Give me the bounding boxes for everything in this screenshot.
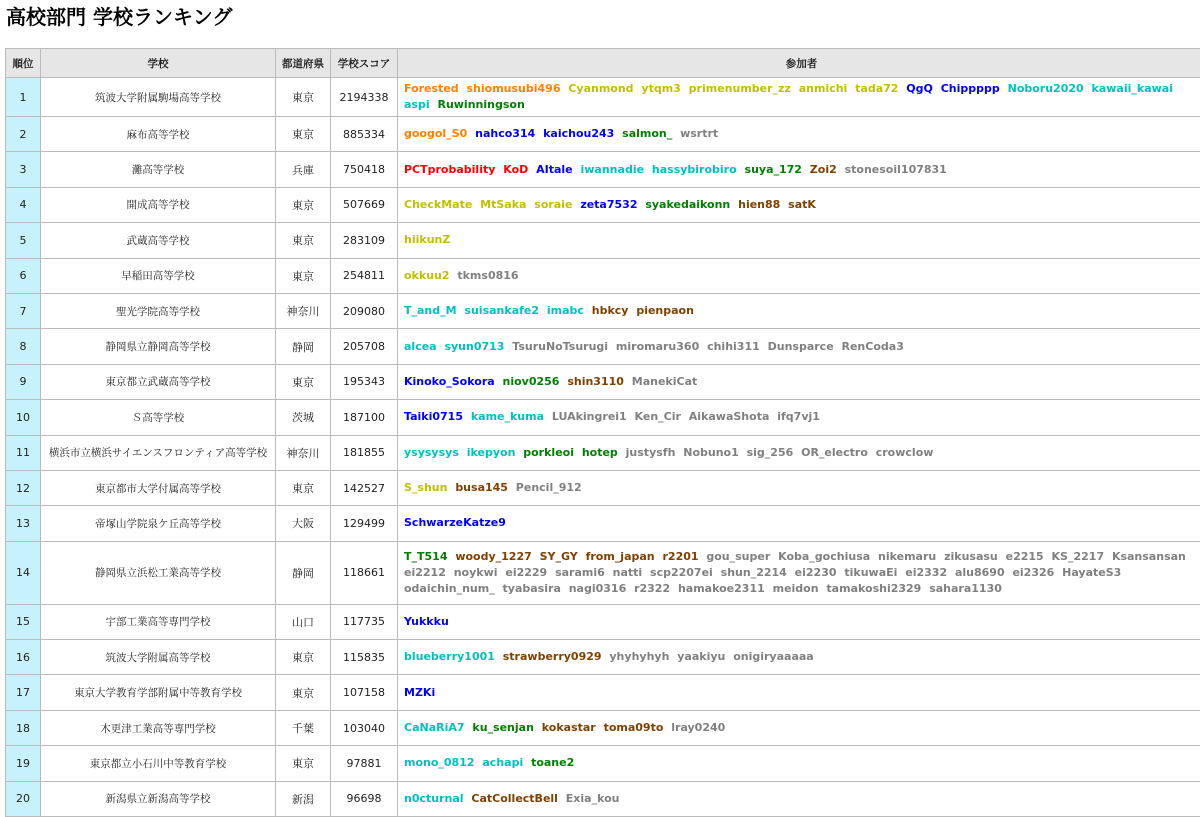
participant-link[interactable]: mono_0812 <box>404 756 475 769</box>
school-cell <box>41 258 276 293</box>
participants-cell <box>398 435 1200 470</box>
score-cell: 97881 <box>331 746 398 781</box>
participant-link[interactable]: kokastar <box>542 721 596 734</box>
school-name: 筑波大学附属高等学校 <box>106 652 211 664</box>
prefecture-cell: 東京 <box>276 640 331 675</box>
rank-cell: 19 <box>6 746 41 781</box>
participant-link[interactable]: imabc <box>547 304 584 317</box>
school-cell <box>41 187 276 222</box>
score-cell: 254811 <box>331 258 398 293</box>
participant-link[interactable]: r2201 <box>662 550 698 563</box>
participant-link[interactable]: niov0256 <box>503 375 560 388</box>
rank-cell: 14 <box>6 541 41 604</box>
school-cell <box>41 329 276 364</box>
prefecture-cell: 東京 <box>276 258 331 293</box>
rank-cell: 10 <box>6 400 41 435</box>
table-row <box>6 781 1200 816</box>
ranking-table <box>5 48 1200 817</box>
participant-link[interactable]: wsrtrt <box>680 127 718 140</box>
score-cell: 283109 <box>331 223 398 258</box>
table-row <box>6 329 1200 364</box>
participants-cell <box>398 152 1200 187</box>
school-name: 東京大学教育学部附属中等教育学校 <box>74 687 242 699</box>
participant-link[interactable]: tyabasira <box>503 582 561 595</box>
participant-link[interactable]: OR_electro <box>801 446 868 459</box>
school-cell <box>41 675 276 710</box>
participant-link[interactable]: scp2207ei <box>650 566 713 579</box>
participant-link[interactable]: kame_kuma <box>471 410 544 423</box>
table-row <box>6 675 1200 710</box>
school-name: 麻布高等学校 <box>127 129 190 141</box>
participant-link[interactable]: HayateS3 <box>1062 566 1121 579</box>
participants-cell <box>398 781 1200 816</box>
participant-link[interactable]: aspi <box>404 98 430 111</box>
school-cell <box>41 746 276 781</box>
prefecture-cell: 山口 <box>276 604 331 639</box>
participant-link[interactable]: Exia_kou <box>566 792 620 805</box>
participant-link[interactable]: meidon <box>773 582 819 595</box>
score-cell: 117735 <box>331 604 398 639</box>
prefecture-cell: 東京 <box>276 78 331 117</box>
prefecture-cell: 東京 <box>276 187 331 222</box>
participant-link[interactable]: T_T514 <box>404 550 447 563</box>
participant-link[interactable]: ManekiCat <box>632 375 698 388</box>
participants-cell <box>398 675 1200 710</box>
header-rank: 順位 <box>6 49 41 78</box>
school-name: 早稲田高等学校 <box>121 270 195 282</box>
rank-cell: 7 <box>6 293 41 328</box>
header-prefecture: 都道府県 <box>276 49 331 78</box>
participant-link[interactable]: nagi0316 <box>569 582 627 595</box>
participant-link[interactable]: toma09to <box>604 721 664 734</box>
rank-cell: 13 <box>6 506 41 541</box>
participant-link[interactable]: ysysysys <box>404 446 459 459</box>
rank-cell: 3 <box>6 152 41 187</box>
participant-link[interactable]: hamakoe2311 <box>678 582 765 595</box>
participant-link[interactable]: crowclow <box>876 446 934 459</box>
participants-cell <box>398 710 1200 745</box>
rank-cell: 9 <box>6 364 41 399</box>
score-cell: 2194338 <box>331 78 398 117</box>
rank-cell: 20 <box>6 781 41 816</box>
score-cell: 181855 <box>331 435 398 470</box>
participant-link[interactable]: ifq7vj1 <box>777 410 820 423</box>
score-cell: 750418 <box>331 152 398 187</box>
participant-link[interactable]: PCTprobability <box>404 163 495 176</box>
table-row <box>6 293 1200 328</box>
participant-link[interactable]: hien88 <box>738 198 780 211</box>
table-row <box>6 506 1200 541</box>
participant-link[interactable]: hotep <box>582 446 618 459</box>
school-cell <box>41 293 276 328</box>
participant-link[interactable]: SchwarzeKatze9 <box>404 516 506 529</box>
prefecture-cell: 東京 <box>276 746 331 781</box>
header-participants: 参加者 <box>398 49 1200 78</box>
participants-cell <box>398 223 1200 258</box>
participant-link[interactable]: ei2229 <box>505 566 547 579</box>
school-name: 木更津工業高等専門学校 <box>100 723 216 735</box>
school-cell <box>41 400 276 435</box>
school-cell <box>41 435 276 470</box>
score-cell: 205708 <box>331 329 398 364</box>
participant-link[interactable]: pienpaon <box>636 304 694 317</box>
participant-link[interactable]: kawaii_kawai <box>1092 82 1173 95</box>
participant-link[interactable]: tkms0816 <box>457 269 518 282</box>
rank-cell: 4 <box>6 187 41 222</box>
participant-link[interactable]: anmichi <box>799 82 848 95</box>
participant-link[interactable]: nikemaru <box>878 550 936 563</box>
participants-cell <box>398 604 1200 639</box>
table-header-row <box>6 49 1200 78</box>
participants-cell <box>398 329 1200 364</box>
participants-cell <box>398 506 1200 541</box>
participant-link[interactable]: r2322 <box>634 582 670 595</box>
participant-link[interactable]: MtSaka <box>480 198 526 211</box>
participant-link[interactable]: Ksansansan <box>1112 550 1186 563</box>
prefecture-cell: 静岡 <box>276 329 331 364</box>
table-row <box>6 746 1200 781</box>
rank-cell: 15 <box>6 604 41 639</box>
participant-link[interactable]: kaichou243 <box>543 127 614 140</box>
table-row <box>6 640 1200 675</box>
score-cell: 885334 <box>331 117 398 152</box>
participant-link[interactable]: ikepyon <box>467 446 516 459</box>
participant-link[interactable]: shin3110 <box>567 375 624 388</box>
participant-link[interactable]: Dunsparce <box>768 340 834 353</box>
participant-link[interactable]: KoD <box>503 163 528 176</box>
participant-link[interactable]: justysfh <box>626 446 676 459</box>
participant-link[interactable]: from_japan <box>586 550 655 563</box>
school-cell <box>41 117 276 152</box>
participant-link[interactable]: CatCollectBell <box>471 792 558 805</box>
prefecture-cell: 静岡 <box>276 541 331 604</box>
school-name: 宇部工業高等専門学校 <box>106 616 211 628</box>
score-cell: 107158 <box>331 675 398 710</box>
participants-cell <box>398 470 1200 505</box>
rank-cell: 11 <box>6 435 41 470</box>
participants-cell <box>398 400 1200 435</box>
rank-cell: 12 <box>6 470 41 505</box>
participant-link[interactable]: Cyanmond <box>568 82 633 95</box>
score-cell: 187100 <box>331 400 398 435</box>
table-row <box>6 541 1200 604</box>
participant-link[interactable]: zeta7532 <box>580 198 637 211</box>
participant-link[interactable]: tamakoshi2329 <box>826 582 921 595</box>
table-row <box>6 187 1200 222</box>
participant-link[interactable]: Ruwinningson <box>437 98 524 111</box>
ranking-table-body <box>6 78 1200 817</box>
participant-link[interactable]: achapi <box>482 756 523 769</box>
participant-link[interactable]: toane2 <box>531 756 574 769</box>
header-score: 学校スコア <box>331 49 398 78</box>
table-row <box>6 223 1200 258</box>
rank-cell: 17 <box>6 675 41 710</box>
participant-link[interactable]: Zoi2 <box>810 163 837 176</box>
participant-link[interactable]: suya_172 <box>745 163 802 176</box>
participant-link[interactable]: MZKi <box>404 686 435 699</box>
participant-link[interactable]: ei2326 <box>1012 566 1054 579</box>
participants-cell <box>398 541 1200 604</box>
participant-link[interactable]: yaakiyu <box>677 650 725 663</box>
participant-link[interactable]: sarami6 <box>555 566 605 579</box>
school-name: 新潟県立新潟高等学校 <box>106 793 211 805</box>
participants-cell <box>398 78 1200 117</box>
participant-link[interactable]: S_shun <box>404 481 447 494</box>
participant-link[interactable]: ei2332 <box>905 566 947 579</box>
participant-link[interactable]: ei2212 <box>404 566 446 579</box>
participant-link[interactable]: zikusasu <box>944 550 998 563</box>
school-name: 武蔵高等学校 <box>127 235 190 247</box>
participant-link[interactable]: QgQ <box>906 82 933 95</box>
participant-link[interactable]: porkleoi <box>523 446 574 459</box>
participant-link[interactable]: Koba_gochiusa <box>778 550 870 563</box>
participant-link[interactable]: syun0713 <box>444 340 504 353</box>
school-name: 静岡県立静岡高等学校 <box>106 341 211 353</box>
participant-link[interactable]: chihi311 <box>707 340 760 353</box>
score-cell: 209080 <box>331 293 398 328</box>
prefecture-cell: 東京 <box>276 675 331 710</box>
school-cell <box>41 710 276 745</box>
participant-link[interactable]: salmon_ <box>622 127 672 140</box>
participants-cell <box>398 746 1200 781</box>
participants-cell <box>398 117 1200 152</box>
participant-link[interactable]: AikawaShota <box>689 410 770 423</box>
school-cell <box>41 223 276 258</box>
school-cell <box>41 541 276 604</box>
participant-link[interactable]: e2215 <box>1006 550 1044 563</box>
school-name: 東京都立小石川中等教育学校 <box>90 758 227 770</box>
participant-link[interactable]: stonesoil107831 <box>845 163 947 176</box>
school-name: 灘高等学校 <box>132 164 185 176</box>
prefecture-cell: 東京 <box>276 470 331 505</box>
school-cell <box>41 364 276 399</box>
participant-link[interactable]: woody_1227 <box>455 550 531 563</box>
prefecture-cell: 千葉 <box>276 710 331 745</box>
rank-cell: 5 <box>6 223 41 258</box>
rank-cell: 16 <box>6 640 41 675</box>
prefecture-cell: 東京 <box>276 364 331 399</box>
rank-cell: 18 <box>6 710 41 745</box>
prefecture-cell: 大阪 <box>276 506 331 541</box>
participant-link[interactable]: hassybirobiro <box>652 163 737 176</box>
score-cell: 507669 <box>331 187 398 222</box>
participant-link[interactable]: alu8690 <box>955 566 1005 579</box>
participant-link[interactable]: shun_2214 <box>721 566 787 579</box>
participant-link[interactable]: miromaru360 <box>616 340 699 353</box>
table-row <box>6 470 1200 505</box>
participant-link[interactable]: CheckMate <box>404 198 472 211</box>
participant-link[interactable]: LUAkingrei1 <box>552 410 627 423</box>
participant-link[interactable]: yhyhyhyh <box>609 650 669 663</box>
score-cell: 118661 <box>331 541 398 604</box>
participant-link[interactable]: SY_GY <box>540 550 578 563</box>
participant-link[interactable]: busa145 <box>455 481 508 494</box>
participant-link[interactable]: noykwi <box>454 566 498 579</box>
participant-link[interactable]: hiikunZ <box>404 233 450 246</box>
school-cell <box>41 470 276 505</box>
school-name: 聖光学院高等学校 <box>116 306 200 318</box>
participants-cell <box>398 293 1200 328</box>
participant-link[interactable]: sig_256 <box>747 446 794 459</box>
participant-link[interactable]: soraie <box>534 198 572 211</box>
score-cell: 115835 <box>331 640 398 675</box>
participant-link[interactable]: ei2230 <box>795 566 837 579</box>
participant-link[interactable]: iwannadie <box>581 163 645 176</box>
participant-link[interactable]: syakedaikonn <box>645 198 730 211</box>
participant-link[interactable]: nahco314 <box>475 127 535 140</box>
participant-link[interactable]: KS_2217 <box>1052 550 1105 563</box>
participant-link[interactable]: Chippppp <box>941 82 1000 95</box>
rank-cell: 8 <box>6 329 41 364</box>
school-cell <box>41 78 276 117</box>
score-cell: 103040 <box>331 710 398 745</box>
participant-link[interactable]: Noboru2020 <box>1008 82 1084 95</box>
rank-cell: 1 <box>6 78 41 117</box>
participant-link[interactable]: Nobuno1 <box>683 446 739 459</box>
participant-link[interactable]: tikuwaEi <box>844 566 897 579</box>
score-cell: 195343 <box>331 364 398 399</box>
participant-link[interactable]: n0cturnal <box>404 792 464 805</box>
participant-link[interactable]: Yukkku <box>404 615 449 628</box>
school-cell <box>41 152 276 187</box>
prefecture-cell: 新潟 <box>276 781 331 816</box>
participant-link[interactable]: suisankafe2 <box>464 304 539 317</box>
participant-link[interactable]: satK <box>788 198 816 211</box>
prefecture-cell: 兵庫 <box>276 152 331 187</box>
school-name: 横浜市立横浜サイエンスフロンティア高等学校 <box>49 447 267 459</box>
participant-link[interactable]: okkuu2 <box>404 269 450 282</box>
table-row <box>6 710 1200 745</box>
table-row <box>6 117 1200 152</box>
participants-cell <box>398 258 1200 293</box>
school-cell <box>41 781 276 816</box>
participant-link[interactable]: CaNaRiA7 <box>404 721 465 734</box>
prefecture-cell: 東京 <box>276 117 331 152</box>
participant-link[interactable]: strawberry0929 <box>503 650 602 663</box>
table-row <box>6 604 1200 639</box>
participant-link[interactable]: Ken_Cir <box>635 410 681 423</box>
prefecture-cell: 神奈川 <box>276 435 331 470</box>
school-name: 東京都立武蔵高等学校 <box>106 376 211 388</box>
header-school: 学校 <box>41 49 276 78</box>
participant-link[interactable]: primenumber_zz <box>689 82 791 95</box>
page-title: 高校部門 学校ランキング <box>0 0 1200 36</box>
score-cell: 142527 <box>331 470 398 505</box>
school-name: 静岡県立浜松工業高等学校 <box>95 567 221 579</box>
participant-link[interactable]: alcea <box>404 340 437 353</box>
participant-link[interactable]: hbkcy <box>592 304 629 317</box>
participant-link[interactable]: googol_S0 <box>404 127 467 140</box>
prefecture-cell: 神奈川 <box>276 293 331 328</box>
table-row <box>6 364 1200 399</box>
participant-link[interactable]: ku_senjan <box>472 721 534 734</box>
rank-cell: 2 <box>6 117 41 152</box>
prefecture-cell: 東京 <box>276 223 331 258</box>
table-row <box>6 78 1200 117</box>
participant-link[interactable]: AItale <box>536 163 573 176</box>
table-row <box>6 152 1200 187</box>
rank-cell: 6 <box>6 258 41 293</box>
participants-cell <box>398 640 1200 675</box>
participant-link[interactable]: odaichin_num_ <box>404 582 495 595</box>
participant-link[interactable]: Pencil_912 <box>516 481 582 494</box>
score-cell: 96698 <box>331 781 398 816</box>
school-name: 東京都市大学付属高等学校 <box>95 483 221 495</box>
prefecture-cell: 茨城 <box>276 400 331 435</box>
participant-link[interactable]: gou_super <box>706 550 770 563</box>
school-name: 帝塚山学院泉ケ丘高等学校 <box>95 518 221 530</box>
participant-link[interactable]: T_and_M <box>404 304 457 317</box>
table-row <box>6 258 1200 293</box>
participant-link[interactable]: lray0240 <box>671 721 725 734</box>
participant-link[interactable]: RenCoda3 <box>842 340 904 353</box>
participant-link[interactable]: onigiryaaaaa <box>733 650 814 663</box>
score-cell: 129499 <box>331 506 398 541</box>
participant-link[interactable]: Forested <box>404 82 459 95</box>
school-name: 筑波大学附属駒場高等学校 <box>95 92 221 104</box>
participants-cell <box>398 187 1200 222</box>
school-cell <box>41 506 276 541</box>
table-row <box>6 435 1200 470</box>
participant-link[interactable]: shiomusubi496 <box>467 82 561 95</box>
participant-link[interactable]: blueberry1001 <box>404 650 495 663</box>
participant-link[interactable]: sahara1130 <box>929 582 1002 595</box>
participant-link[interactable]: Taiki0715 <box>404 410 463 423</box>
participants-cell <box>398 364 1200 399</box>
school-name: Ｓ高等学校 <box>132 412 185 424</box>
participant-link[interactable]: TsuruNoTsurugi <box>512 340 608 353</box>
participant-link[interactable]: Kinoko_Sokora <box>404 375 495 388</box>
school-cell <box>41 604 276 639</box>
participant-link[interactable]: natti <box>613 566 643 579</box>
school-cell <box>41 640 276 675</box>
school-name: 開成高等学校 <box>127 199 190 211</box>
participant-link[interactable]: ytqm3 <box>641 82 680 95</box>
table-row <box>6 400 1200 435</box>
participant-link[interactable]: tada72 <box>855 82 898 95</box>
